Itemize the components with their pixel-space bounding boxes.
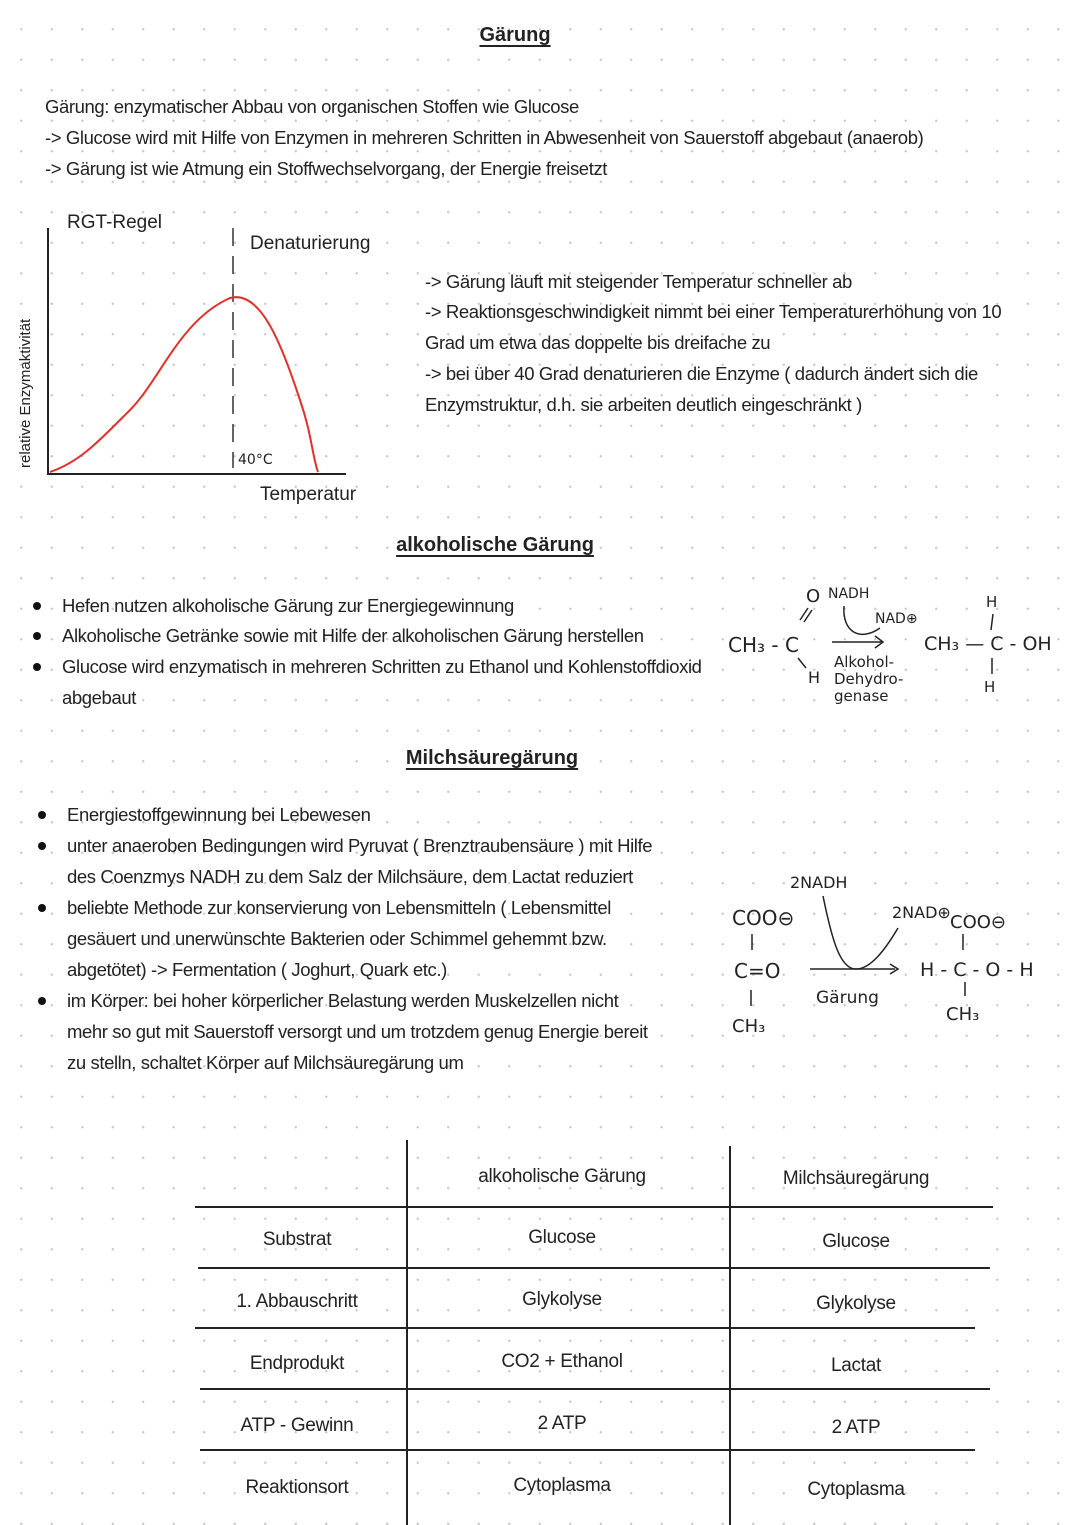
svg-text:CH₃: CH₃ (732, 1016, 766, 1037)
svg-text:COO⊖: COO⊖ (950, 912, 1006, 933)
table-cell: Glucose (822, 1231, 890, 1252)
alkohol-bullet: Alkoholische Getränke sowie mit Hilfe der alkoholischen Gärung herstellen (62, 625, 644, 646)
rgt-note: Grad um etwa das doppelte bis dreifache zu (425, 332, 771, 353)
milch-bullet: des Coenzmys NADH zu dem Salz der Milchsäure, dem Lactat reduziert (67, 866, 633, 887)
rgt-chart (0, 200, 400, 510)
svg-text:H: H (808, 668, 821, 687)
svg-text:2NADH: 2NADH (790, 873, 848, 892)
svg-text:H: H (984, 678, 996, 696)
milch-bullet: im Körper: bei hoher körperlicher Belastung werden Muskelzellen nicht (67, 990, 619, 1011)
svg-text:C=O: C=O (734, 959, 781, 983)
rgt-note: -> Reaktionsgeschwindigkeit nimmt bei einer Temperaturerhöhung von 10 (425, 301, 1002, 322)
ethanol-reaction (720, 570, 1070, 710)
table-cell: Glykolyse (522, 1289, 602, 1310)
svg-text:Alkohol-: Alkohol- (834, 653, 895, 671)
milch-bullet: zu stelln, schaltet Körper auf Milchsäuregärung um (67, 1052, 464, 1073)
section-heading-alkohol: alkoholische Gärung (396, 534, 594, 556)
x-axis-label: Temperatur (260, 484, 357, 505)
table-cell: ATP - Gewinn (240, 1415, 354, 1436)
table-cell: CO2 + Ethanol (501, 1351, 623, 1372)
table-cell: Cytoplasma (807, 1479, 905, 1500)
svg-text:CH₃ — C - OH: CH₃ — C - OH (924, 633, 1052, 655)
svg-text:Gärung: Gärung (816, 988, 879, 1008)
alkohol-bullet: abgebaut (62, 687, 136, 708)
svg-text:2NAD⊕: 2NAD⊕ (892, 903, 951, 922)
table-cell: 2 ATP (831, 1417, 881, 1438)
table-cell: Substrat (262, 1229, 332, 1250)
table-cell: 1. Abbauschritt (236, 1291, 358, 1312)
page-title: Gärung (479, 24, 551, 46)
bullet-icon (38, 811, 46, 819)
milch-bullet: Energiestoffgewinnung bei Lebewesen (67, 804, 371, 825)
bullet-icon (33, 602, 41, 610)
bullet-icon (33, 632, 41, 640)
bullet-icon (38, 842, 46, 850)
svg-text:genase: genase (834, 687, 889, 705)
alkohol-bullet: Glucose wird enzymatisch in mehreren Schritten zu Ethanol und Kohlenstoffdioxid (62, 656, 702, 677)
milch-bullet: gesäuert und unerwünschte Bakterien oder Schimmel gehemmt bzw. (67, 928, 607, 949)
milch-bullet: unter anaeroben Bedingungen wird Pyruvat ( Brenztraubensäure ) mit Hilfe (67, 835, 653, 856)
table-header: Milchsäuregärung (782, 1168, 930, 1189)
svg-text:NAD⊕: NAD⊕ (875, 611, 918, 627)
bullet-icon (33, 663, 41, 671)
chart-title: RGT-Regel (67, 212, 163, 233)
bullet-icon (38, 997, 46, 1005)
marker-temp: 40°C (238, 452, 273, 468)
rgt-note: -> bei über 40 Grad denaturieren die Enzyme ( dadurch ändert sich die (425, 363, 978, 384)
alkohol-bullet: Hefen nutzen alkoholische Gärung zur Energiegewinnung (62, 595, 514, 616)
svg-text:CH₃: CH₃ (946, 1004, 980, 1025)
milch-bullet: beliebte Methode zur konservierung von Lebensmitteln ( Lebensmittel (67, 897, 611, 918)
intro-line: -> Glucose wird mit Hilfe von Enzymen in mehreren Schritten in Abwesenheit von Sauerstoff abgebaut (anaerob) (45, 127, 924, 148)
svg-text:NADH: NADH (828, 586, 870, 602)
table-cell: Cytoplasma (513, 1475, 611, 1496)
activity-curve (50, 297, 318, 472)
milch-bullet: mehr so gut mit Sauerstoff versorgt und um trotzdem genug Energie bereit (67, 1021, 648, 1042)
table-cell: Lactat (831, 1355, 881, 1376)
rgt-note: -> Gärung läuft mit steigender Temperatur schneller ab (425, 271, 852, 292)
table-cell: Glucose (528, 1227, 596, 1248)
svg-text:Dehydro-: Dehydro- (834, 670, 904, 688)
intro-line: -> Gärung ist wie Atmung ein Stoffwechselvorgang, der Energie freisetzt (45, 158, 608, 179)
svg-text:O: O (806, 586, 821, 607)
rgt-note: Enzymstruktur, d.h. sie arbeiten deutlich eingeschränkt ) (425, 394, 862, 415)
svg-text:CH₃ - C: CH₃ - C (728, 633, 799, 657)
svg-text:H: H (986, 593, 998, 611)
table-cell: 2 ATP (537, 1413, 587, 1434)
intro-line: Gärung: enzymatischer Abbau von organischen Stoffen wie Glucose (45, 96, 579, 117)
lactate-reaction (720, 860, 1070, 1050)
table-cell: Glykolyse (816, 1293, 896, 1314)
milch-bullet: abgetötet) -> Fermentation ( Joghurt, Quark etc.) (67, 959, 447, 980)
table-cell: Reaktionsort (245, 1477, 349, 1498)
y-axis-label: relative Enzymaktivität (17, 318, 34, 468)
svg-text:COO⊖: COO⊖ (732, 906, 795, 930)
svg-text:H - C - O - H: H - C - O - H (920, 959, 1034, 981)
bullet-icon (38, 904, 46, 912)
table-cell: Endprodukt (249, 1353, 345, 1374)
table-header: alkoholische Gärung (478, 1166, 646, 1187)
section-heading-milch: Milchsäuregärung (405, 747, 579, 769)
marker-label: Denaturierung (250, 233, 371, 254)
